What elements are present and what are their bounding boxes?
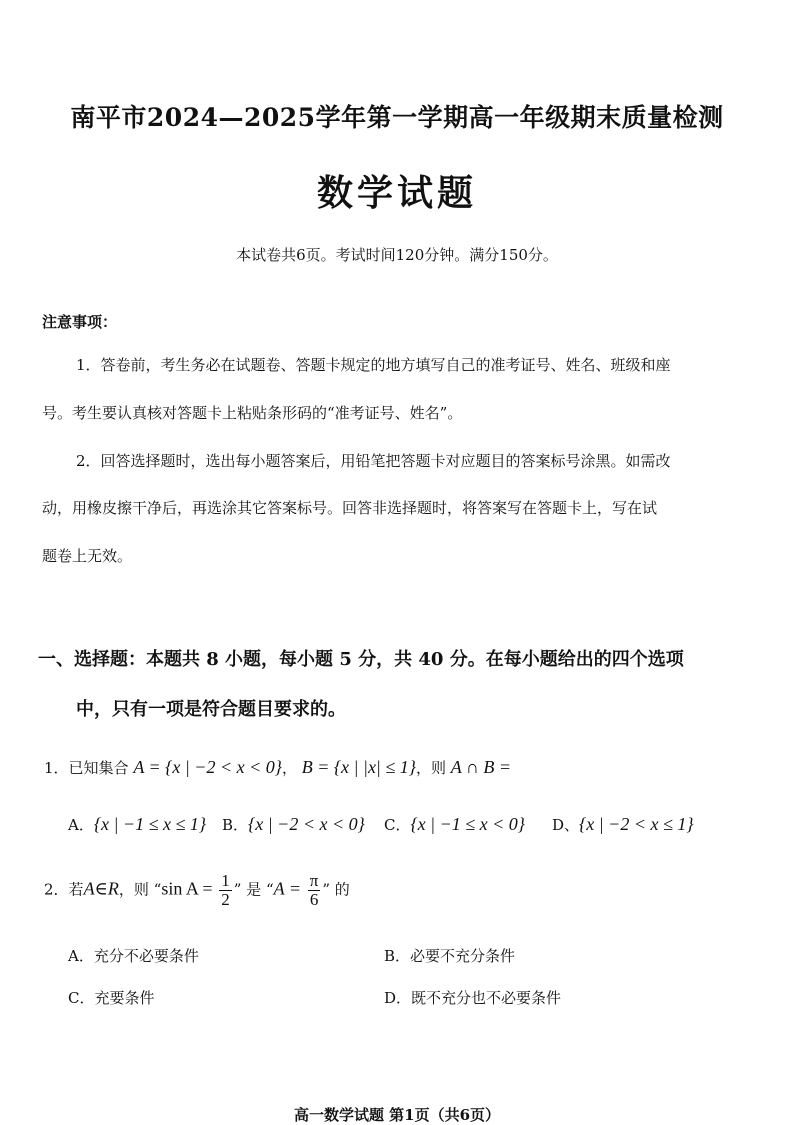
question-stem-prefix: 若 (68, 880, 84, 899)
option-content: {x | −1 ≤ x ≤ 1} (93, 814, 207, 834)
q2-option-a[interactable] (68, 945, 199, 966)
notice-item-2-line-1: 2．回答选择题时，选出每小题答案后，用铅笔把答题卡对应题目的答案标号涂黑。如需改 (76, 452, 671, 470)
question-2 (44, 872, 350, 909)
option-content: {x | −1 ≤ x < 0} (410, 814, 525, 834)
question-number: 2． (44, 880, 69, 899)
option-content: 既不充分也不必要条件 (411, 989, 562, 1007)
question-stem-mid-2: ” 是 “ (233, 880, 274, 899)
notice-item-1-line-2: 号。考生要认真核对答题卡上粘贴条形码的“准考证号、姓名”。 (42, 404, 463, 422)
option-content: 必要不充分条件 (410, 947, 516, 965)
question-stem-suffix: ，则 (415, 759, 446, 777)
exam-title: 南平市2024—2025学年第一学期高一年级期末质量检测 (70, 103, 724, 132)
option-content: {x | −2 < x < 0} (248, 814, 365, 834)
section-1-heading-cont: 中，只有一项是符合题目要求的。 (76, 699, 346, 720)
condition-expression: A∈R (83, 878, 119, 899)
fraction-denominator: 6 (309, 889, 319, 909)
q2-option-c[interactable] (68, 987, 155, 1008)
option-label: A． (68, 947, 94, 965)
section-1-heading: 一、选择题：本题共 8 小题，每小题 5 分，共 40 分。在每小题给出的四个选项 (38, 649, 684, 670)
q1-option-d[interactable] (552, 814, 694, 835)
question-stem-suffix: ” 的 (322, 880, 350, 899)
q1-option-a[interactable] (68, 814, 206, 835)
question-stem-prefix: 已知集合 (68, 759, 129, 777)
option-label: A． (68, 816, 94, 834)
option-label: D． (384, 989, 412, 1007)
q1-option-c[interactable] (384, 814, 525, 835)
fraction-denominator: 2 (221, 889, 230, 909)
option-label: D、 (552, 816, 580, 834)
option-label: B． (222, 816, 249, 834)
intersection-expression: A ∩ B = (450, 757, 512, 777)
question-stem-mid-1: ，则 “ (118, 880, 162, 899)
fraction-numerator: π (309, 871, 319, 890)
q2-option-b[interactable] (384, 945, 515, 966)
set-a-expression: A = {x | −2 < x < 0} (133, 757, 282, 777)
q2-option-d[interactable] (384, 987, 561, 1008)
notice-item-2-line-2: 动，用橡皮擦干净后，再选涂其它答案标号。回答非选择题时，将答案写在答题卡上，写在试 (42, 499, 658, 517)
fraction-one-half (219, 872, 232, 909)
page-footer: 高一数学试题 第1页（共6页） (293, 1106, 501, 1124)
fraction-numerator: 1 (221, 871, 230, 890)
option-content: {x | −2 < x ≤ 1} (579, 814, 694, 834)
option-label: C． (384, 816, 411, 834)
option-label: C． (68, 989, 95, 1007)
exam-info: 本试卷共6页。考试时间120分钟。满分150分。 (236, 246, 558, 264)
option-content: 充要条件 (94, 989, 155, 1007)
angle-expression: A = (273, 878, 301, 899)
sin-expression: sin A = (161, 878, 213, 899)
set-b-expression: B = {x | |x| ≤ 1} (301, 757, 416, 777)
question-1: 1．已知集合 A = {x | −2 < x < 0}， B = {x | |x| ≤ 1}，则 A ∩ B = (44, 757, 512, 777)
option-content: 充分不必要条件 (93, 947, 199, 965)
notice-item-1-line-1: 1．答卷前，考生务必在试题卷、答题卡规定的地方填写自己的准考证号、姓名、班级和座 (76, 356, 671, 374)
question-number: 1． (44, 759, 69, 777)
notice-heading: 注意事项： (42, 313, 118, 331)
option-label: B． (384, 947, 411, 965)
fraction-pi-over-six (308, 872, 321, 909)
subject-title: 数学试题 (316, 172, 477, 214)
q1-option-b[interactable] (222, 814, 365, 835)
notice-item-2-line-3: 题卷上无效。 (42, 547, 133, 565)
